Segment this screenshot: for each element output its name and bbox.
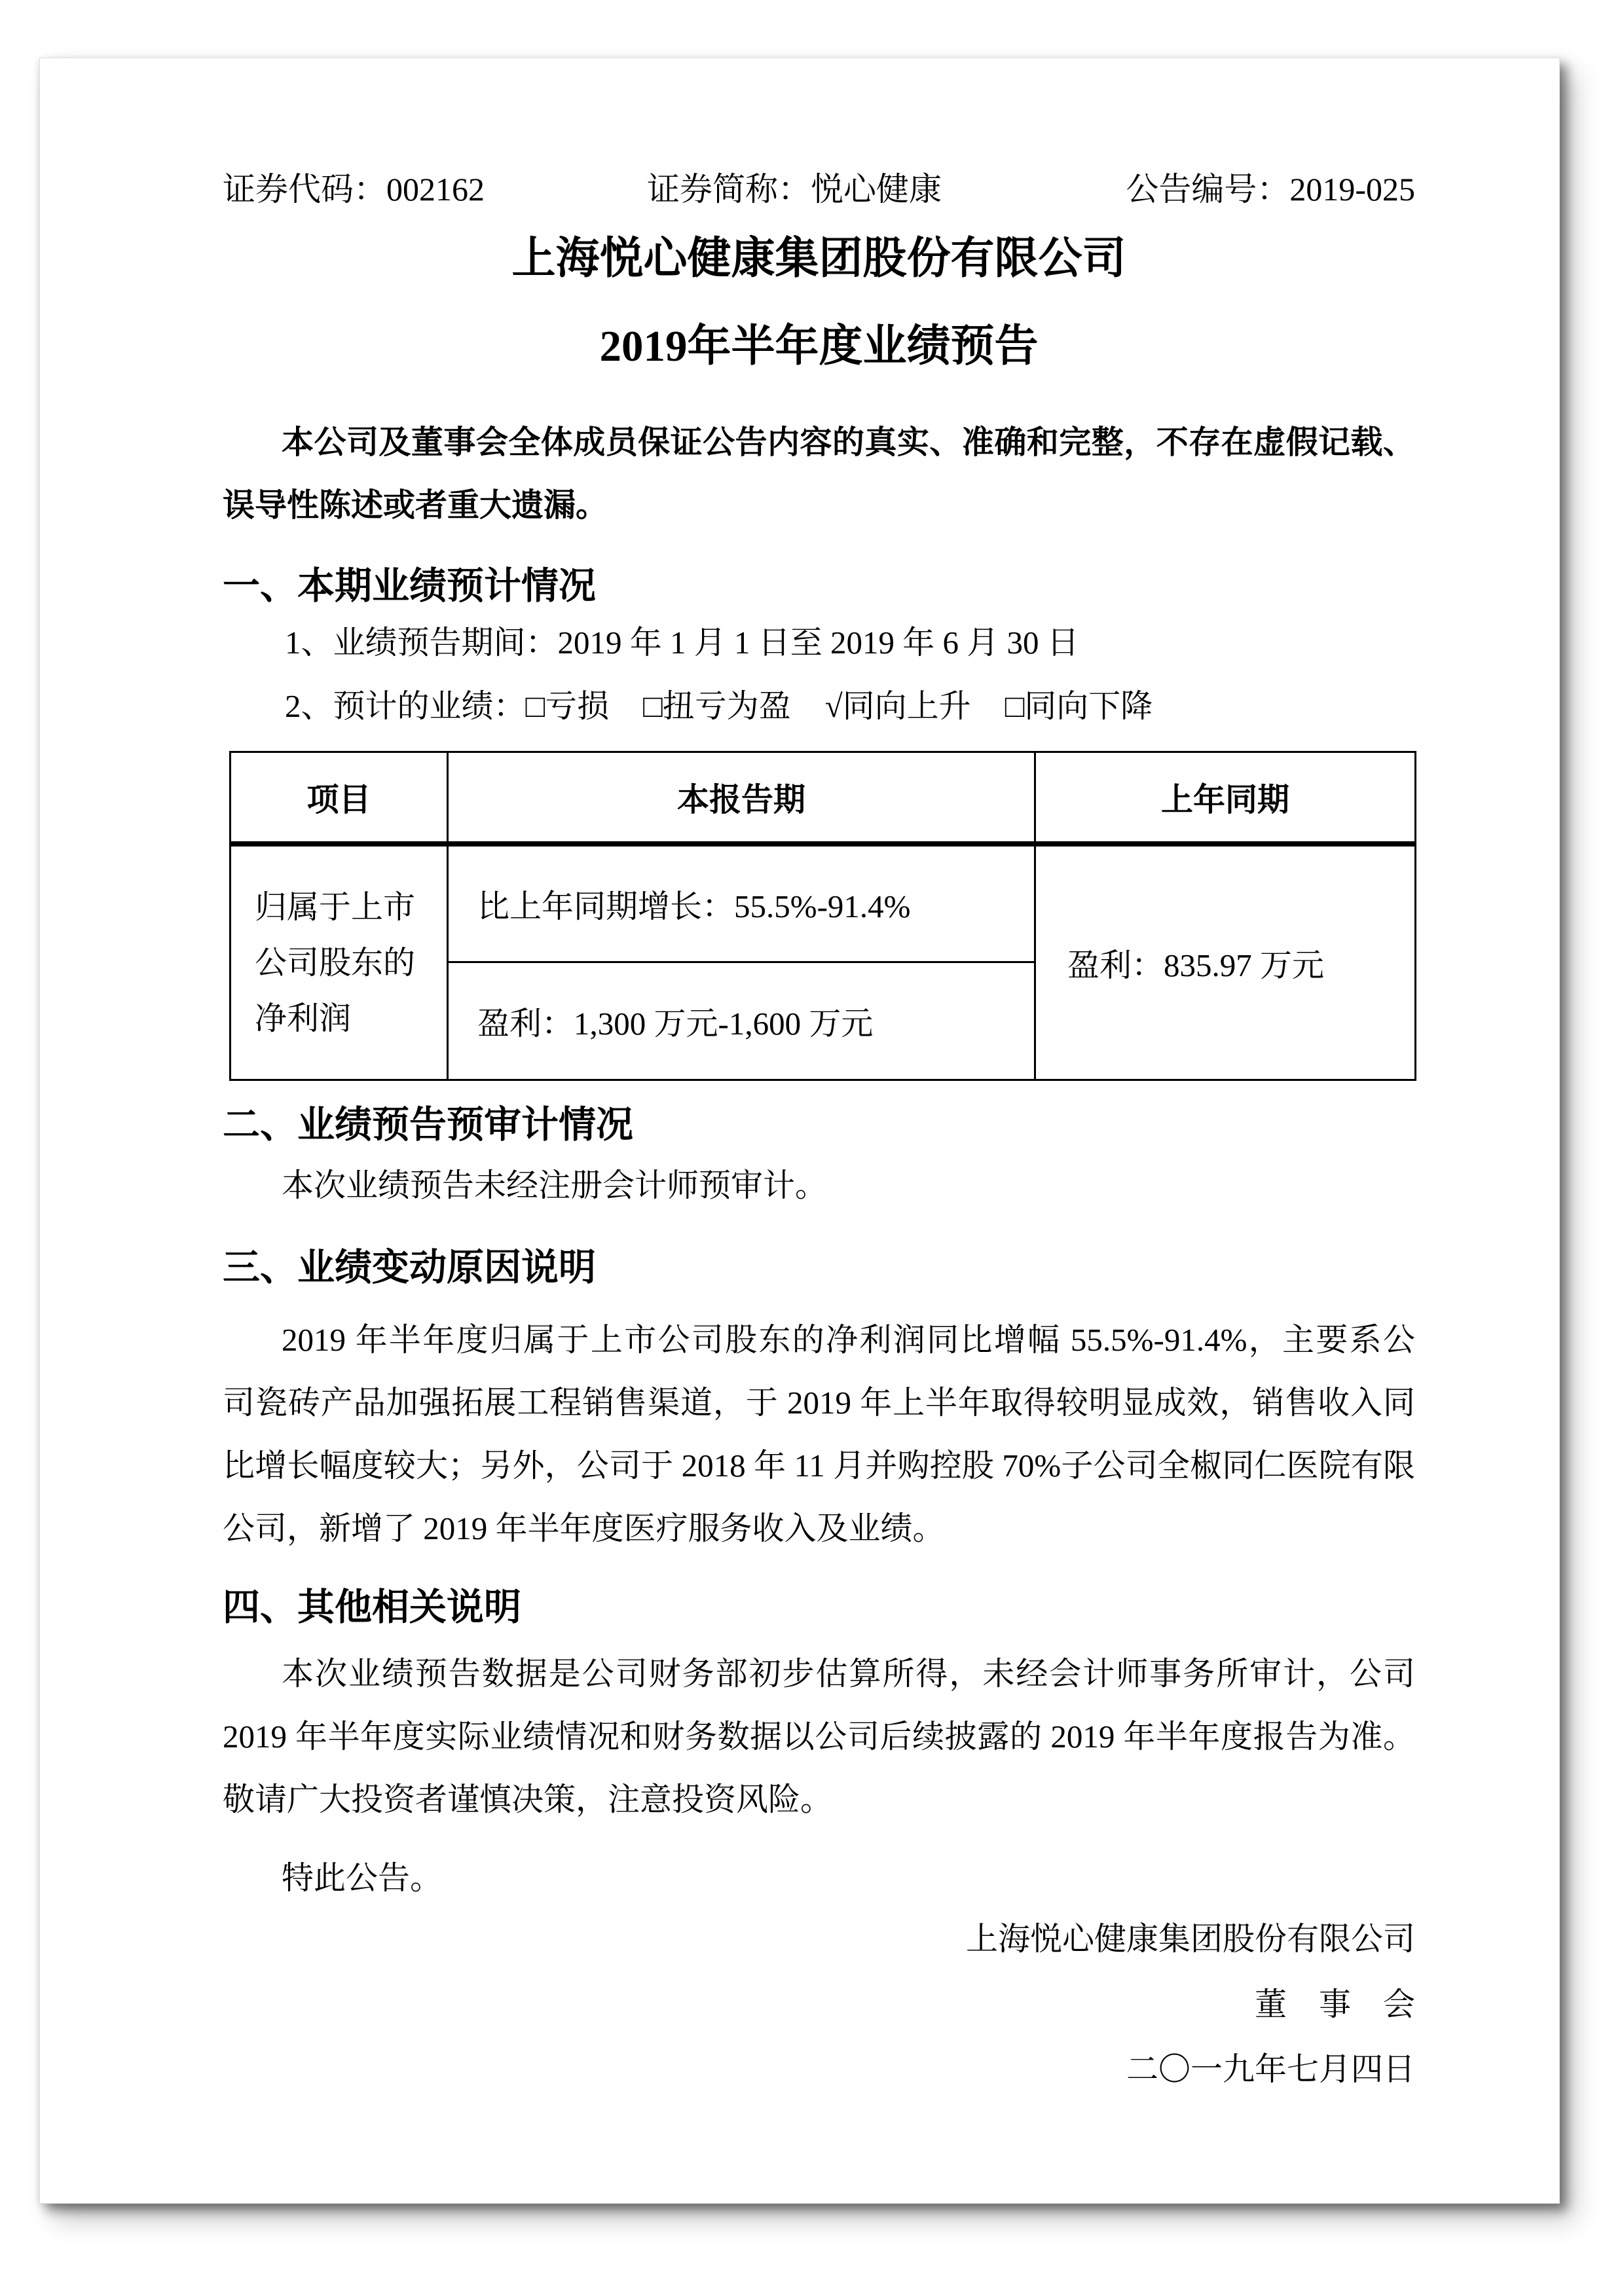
checkmark-icon: √ [824,688,843,724]
signature-company: 上海悦心健康集团股份有限公司 [965,1921,1415,1957]
intro-line-1: 本公司及董事会全体成员保证公告内容的真实、准确和完整，不存在虚假记载、 [282,424,1415,460]
section2-heading: 二、业绩预告预审计情况 [223,1104,633,1146]
section4-paragraph [223,1643,1415,1831]
option-up-label: 同向上升 [842,688,971,724]
document-page [39,58,1560,2204]
section3-line-4: 公司，新增了 2019 年半年度医疗服务收入及业绩。 [223,1510,945,1546]
section2-body: 本次业绩预告未经注册会计师预审计。 [282,1167,828,1203]
document-subtitle: 2019年半年度业绩预告 [599,322,1039,371]
option-turnaround-label: 扭亏为盈 [662,688,791,724]
section3-line-1: 2019 年半年度归属于上市公司股东的净利润同比增幅 55.5%-91.4%，主要系公 [282,1322,1415,1358]
option-loss-label: 亏损 [545,688,610,724]
section3-paragraph [223,1309,1415,1560]
section4-line-1: 本次业绩预告数据是公司财务部初步估算所得，未经会计师事务所审计，公司 [282,1656,1415,1692]
section3-line-2: 司瓷砖产品加强拓展工程销售渠道，于 2019 年上半年取得较明显成效，销售收入同 [223,1385,1415,1421]
forecast-type-item [223,675,1477,738]
row-label-line-2: 公司股东的 [255,945,416,981]
document-header-row [223,158,1415,221]
current-period-growth: 比上年同期增长：55.5%-91.4% [449,847,1036,963]
option-turnaround [643,688,791,724]
option-down-label: 同向下降 [1024,688,1153,724]
table-row-label [231,847,449,1079]
section4-line-3: 敬请广大投资者谨慎决策，注意投资风险。 [223,1781,833,1817]
forecast-table [229,751,1416,1081]
current-period-profit: 盈利：1,300 万元-1,600 万元 [449,963,1036,1079]
option-same-direction-down [1005,688,1153,724]
table-header-current-period: 本报告期 [449,753,1036,847]
section4-line-2: 2019 年半年度实际业绩情况和财务数据以公司后续披露的 2019 年半年度报告为准。 [223,1719,1415,1755]
checkbox-unchecked-icon: □ [1005,688,1025,724]
signature-date: 二〇一九年七月四日 [1126,2051,1415,2087]
section3-heading: 三、业绩变动原因说明 [223,1247,596,1288]
signature-board: 董 事 会 [1254,1986,1415,2022]
section1-heading: 一、本期业绩预计情况 [223,566,596,607]
section3-line-3: 比增长幅度较大；另外，公司于 2018 年 11 月并购控股 70%子公司全椒同仁医院有限 [223,1448,1415,1484]
option-loss [526,688,610,724]
intro-line-2: 误导性陈述或者重大遗漏。 [223,487,608,523]
checkbox-unchecked-icon: □ [643,688,663,724]
table-header-prior-period: 上年同期 [1036,753,1414,847]
intro-statement [223,411,1415,537]
stock-code: 证券代码：002162 [223,171,485,208]
forecast-period-item: 1、业绩预告期间：2019 年 1 月 1 日至 2019 年 6 月 30 日 [285,625,1079,661]
prior-period-profit: 盈利：835.97 万元 [1067,947,1325,983]
row-label-line-3: 净利润 [255,1000,352,1036]
company-title: 上海悦心健康集团股份有限公司 [511,234,1126,283]
announcement-no: 公告编号：2019-025 [1126,171,1415,208]
row-label-line-1: 归属于上市 [255,889,416,925]
forecast-type-prefix: 2、预计的业绩： [285,688,526,724]
closing-statement: 特此公告。 [282,1860,443,1896]
section4-heading: 四、其他相关说明 [223,1587,521,1628]
checkbox-unchecked-icon: □ [525,688,545,724]
option-same-direction-up [825,688,971,724]
stock-name: 证券简称：悦心健康 [647,171,942,208]
table-header-item: 项目 [231,753,449,847]
